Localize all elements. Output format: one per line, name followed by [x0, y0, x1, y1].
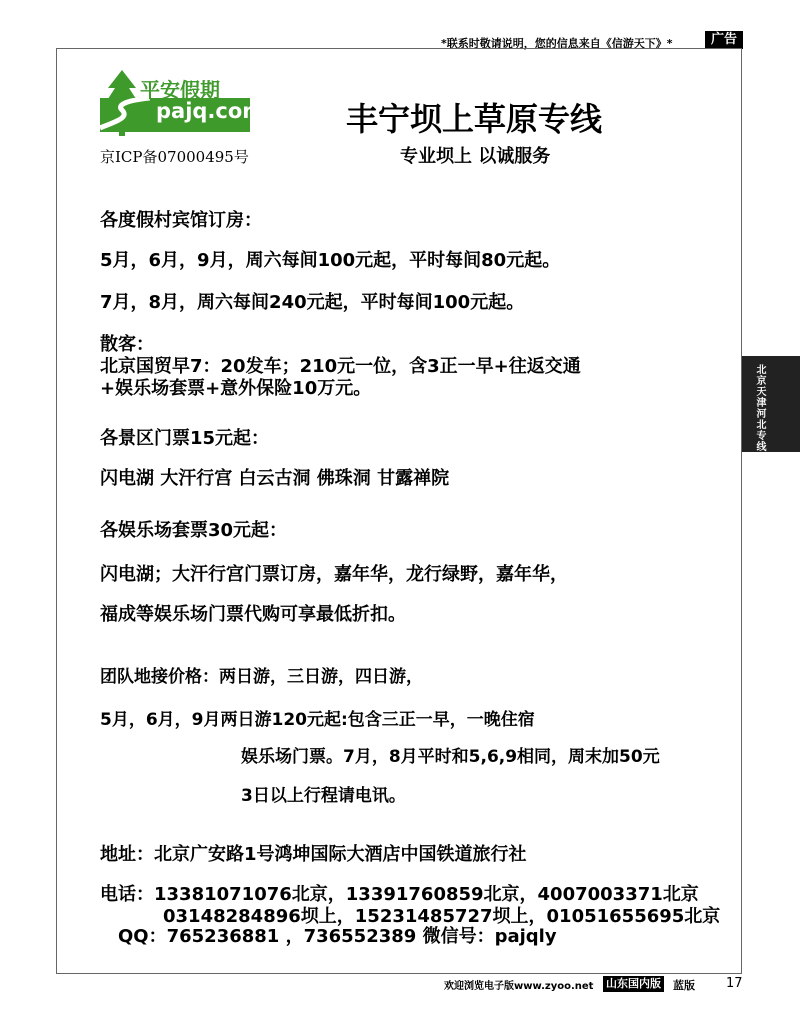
group-price-line: 3日以上行程请电讯。 [241, 786, 406, 806]
logo-brand-name: 平安假期 [140, 78, 220, 102]
group-price-line: 娱乐场门票。7月，8月平时和5,6,9相同，周末加50元 [241, 747, 660, 767]
booking-price-line: 7月，8月，周六每间240元起，平时每间100元起。 [100, 292, 525, 313]
page-title: 丰宁坝上草原专线 [346, 100, 603, 138]
individual-heading: 散客： [100, 334, 154, 355]
road-icon [100, 98, 150, 132]
address-line: 地址：北京广安路1号鸿坤国际大酒店中国铁道旅行社 [100, 844, 527, 865]
page-subtitle: 专业坝上 以诚服务 [400, 146, 551, 167]
group-price-heading: 团队地接价格：两日游，三日游，四日游， [100, 667, 423, 687]
footer-color-edition: 蓝版 [673, 979, 695, 992]
brand-logo [100, 70, 265, 142]
logo-domain: pajq.com [156, 99, 265, 123]
side-tab-label: 北京天津河北专线 [754, 364, 765, 452]
group-price-line: 5月，6月，9月两日游120元起:包含三正一早，一晚住宿 [100, 710, 535, 730]
phone-line: 03148284896坝上，15231485727坝上，01051655695北京 [163, 906, 721, 927]
qq-wechat-line: QQ：765236881 ，736552389 微信号：pajqly [118, 926, 557, 947]
ad-tag: 广告 [705, 31, 743, 49]
footer-edition-badge: 山东国内版 [603, 976, 664, 992]
side-tab [742, 356, 800, 452]
phone-line: 电话：13381071076北京，13391760859北京，4007003371北京 [100, 884, 699, 905]
individual-detail-line: +娱乐场套票+意外保险10万元。 [100, 378, 372, 399]
contact-note: *联系时敬请说明，您的信息来自《信游天下》* [441, 37, 673, 50]
booking-price-line: 5月，6月，9月，周六每间100元起，平时每间80元起。 [100, 250, 561, 271]
footer-site: 欢迎浏览电子版www.zyoo.net [444, 981, 594, 992]
icp-number: 京ICP备07000495号 [100, 148, 249, 166]
content-frame [56, 48, 742, 974]
individual-detail-line: 北京国贸早7：20发车；210元一位，含3正一早+往返交通 [100, 356, 581, 377]
attractions-list: 闪电湖 大汗行宫 白云古洞 佛珠洞 甘露禅院 [100, 468, 450, 489]
tickets-heading: 各景区门票15元起： [100, 428, 270, 449]
entertainment-heading: 各娱乐场套票30元起： [100, 520, 288, 541]
resort-booking-heading: 各度假村宾馆订房： [100, 210, 262, 231]
entertainment-line: 福成等娱乐场门票代购可享最低折扣。 [100, 604, 406, 625]
entertainment-line: 闪电湖；大汗行宫门票订房，嘉年华，龙行绿野，嘉年华， [100, 564, 568, 585]
page-number: 17 [726, 976, 743, 991]
